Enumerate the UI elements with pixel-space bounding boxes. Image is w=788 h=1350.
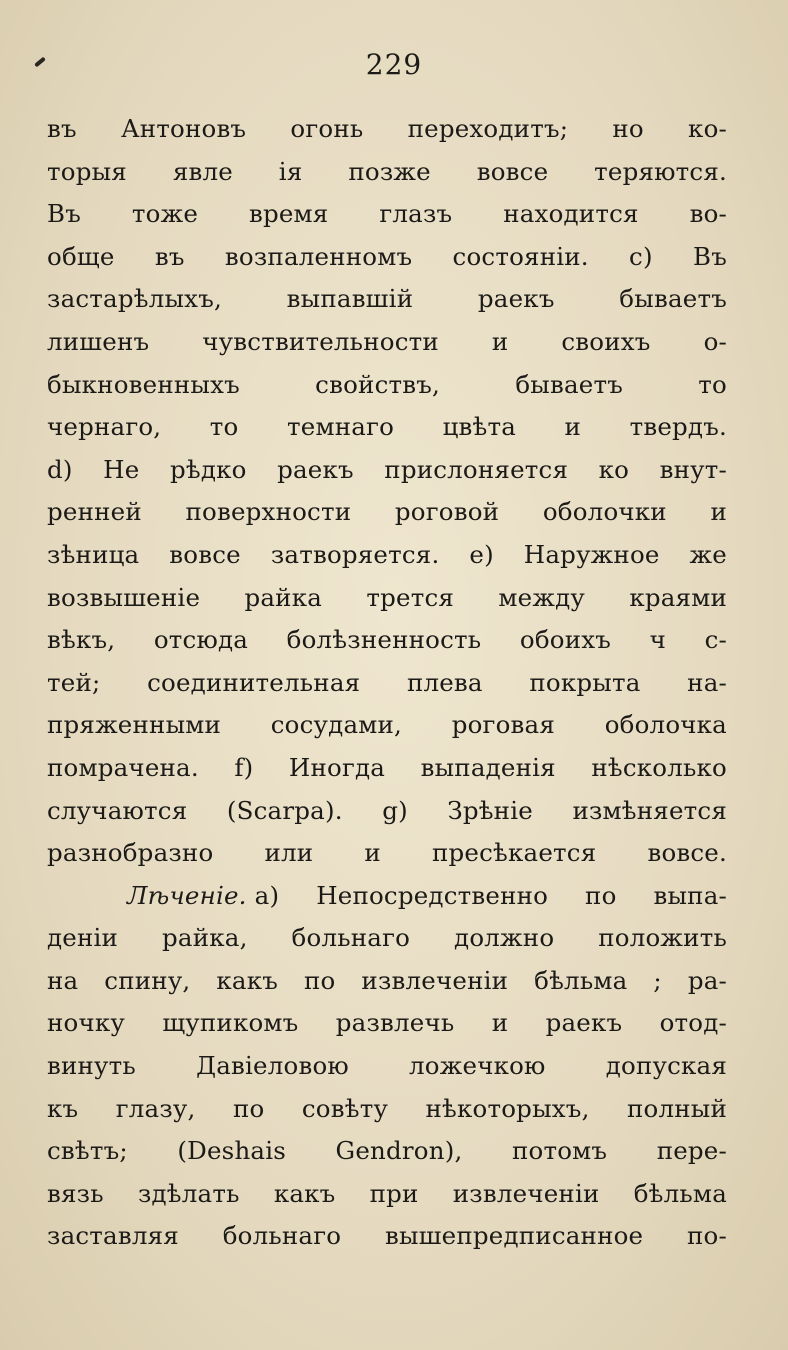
text-line: застарѣлыхъ, выпавшій раекъ бываетъ <box>47 284 727 314</box>
text-line: помрачена. f) Иногда выпаденія нѣсколько <box>47 752 727 782</box>
text-line: деніи райка, больнаго должно положить <box>47 923 727 953</box>
paragraph-start-line <box>47 875 727 918</box>
text-line: ренней поверхности роговой оболочки и <box>47 497 727 527</box>
body-text <box>47 108 727 1258</box>
text-line: свѣтъ; (Deshais Gendron), потомъ пере- <box>47 1136 727 1166</box>
text-line: тей; соединительная плева покрыта на- <box>47 667 727 697</box>
text-line: d) Не рѣдко раекъ прислоняется ко внут- <box>47 454 727 484</box>
text-line: ночку щупикомъ развлечь и раекъ отод- <box>47 1008 727 1038</box>
text-line: Въ тоже время глазъ находится во- <box>47 199 727 229</box>
section-label: Лѣченіе. <box>127 880 247 910</box>
text-line: зѣница вовсе затворяется. е) Наружное же <box>47 539 727 569</box>
text-line: случаются (Scarpa). g) Зрѣніе измѣняется <box>47 795 727 825</box>
text-line: торыя явле ія позже вовсе теряются. <box>47 156 727 186</box>
text-line: возвышеніе райка трется между краями <box>47 582 727 612</box>
text-line: вязь здѣлать какъ при извлеченіи бѣльма <box>47 1178 727 1208</box>
text-line: заставляя больнаго вышепредписанное по- <box>47 1221 727 1251</box>
text-line: вѣкъ, отсюда болѣзненность обоихъ ч с- <box>47 625 727 655</box>
text-line: къ глазу, по совѣту нѣкоторыхъ, полный <box>47 1093 727 1123</box>
text-line: пряженными сосудами, роговая оболочка <box>47 710 727 740</box>
text-line: на спину, какъ по извлеченіи бѣльма ; ра- <box>47 965 727 995</box>
page-number: 229 <box>365 48 423 81</box>
text-line: лишенъ чувствительности и своихъ о- <box>47 326 727 356</box>
text-line-content: а) Непосредственно по выпа- <box>254 880 727 910</box>
text-line: обще въ возпаленномъ состояніи. с) Въ <box>47 241 727 271</box>
text-line: винуть Давіеловою ложечкою допуская <box>47 1051 727 1081</box>
text-line: разнобразно или и пресѣкается вовсе. <box>47 838 727 868</box>
text-line: въ Антоновъ огонь переходитъ; но ко- <box>47 114 727 143</box>
text-line: быкновенныхъ свойствъ, бываетъ то <box>47 369 727 399</box>
text-line: чернаго, то темнаго цвѣта и твердъ. <box>47 412 727 442</box>
